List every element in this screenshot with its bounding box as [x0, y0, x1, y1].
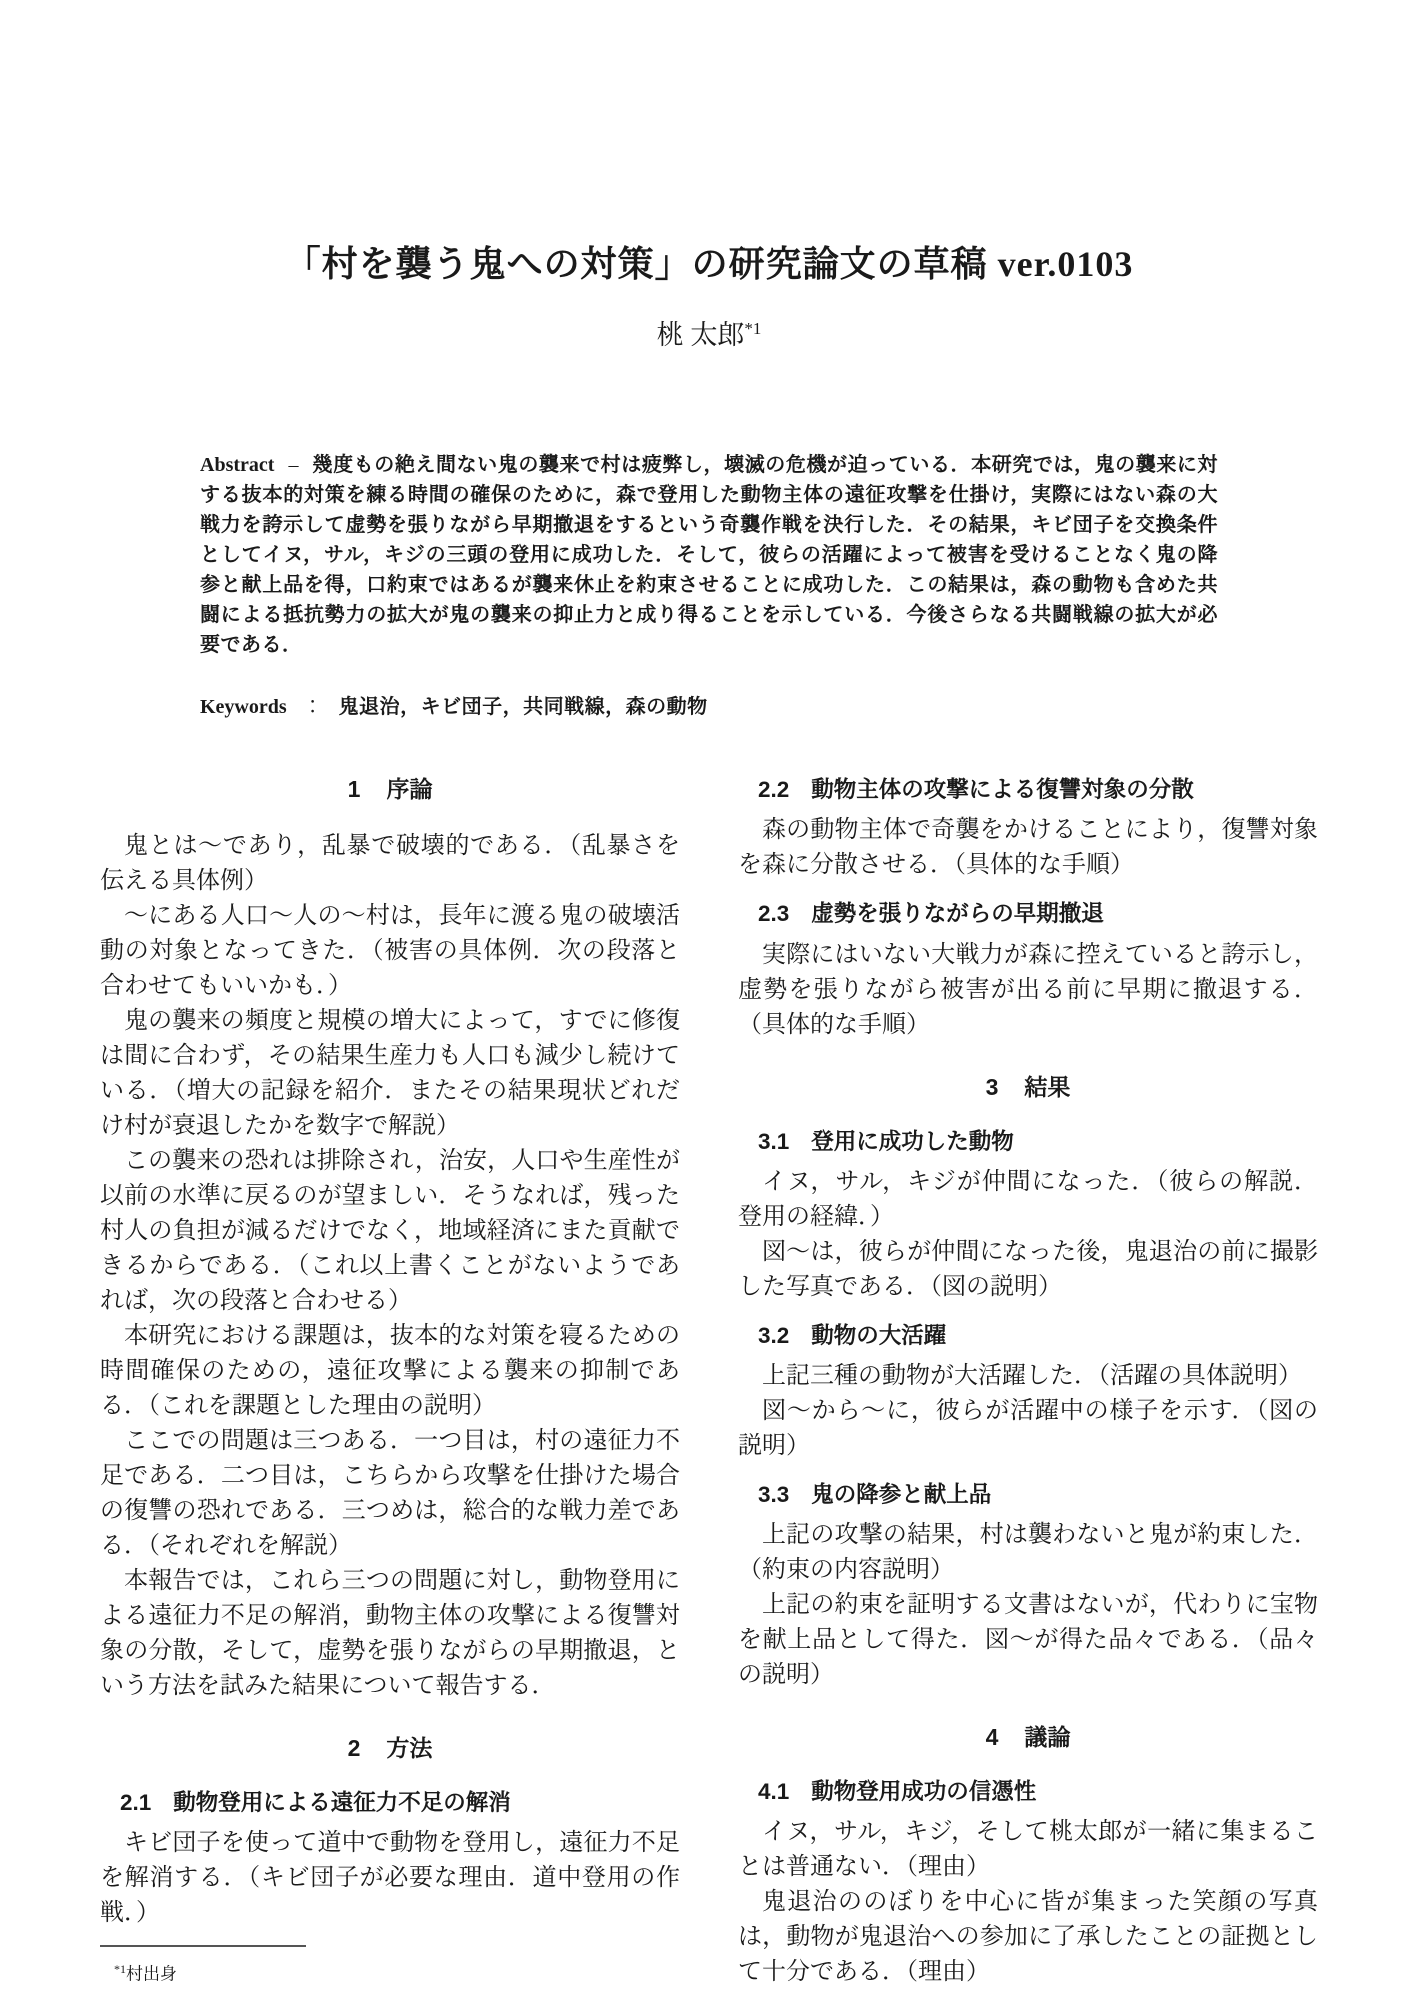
- section-number: 4: [985, 1724, 999, 1751]
- paragraph: 鬼退治ののぼりを中心に皆が集まった笑顔の写真は，動物が鬼退治への参加に了承したことの証拠として十分である．（理由）: [738, 1889, 1318, 1986]
- section-heading-3: [738, 1073, 1318, 1103]
- paragraph: 上記の攻撃の結果，村は襲わないと鬼が約束した．（約束の内容説明）: [738, 1522, 1318, 1584]
- section-title: 議論: [1024, 1724, 1071, 1751]
- left-column: [100, 771, 680, 1992]
- subsection-number: 2.3: [758, 901, 790, 927]
- paragraph: 鬼とは～であり，乱暴で破壊的である．（乱暴さを伝える具体例）: [100, 833, 680, 894]
- paragraph: 図～は，彼らが仲間になった後，鬼退治の前に撮影した写真である．（図の説明）: [738, 1238, 1318, 1300]
- footnote-label: 村出身: [126, 1964, 177, 1984]
- subsection-number: 2.1: [120, 1789, 152, 1815]
- section-heading-4: [738, 1723, 1318, 1753]
- subsection-heading-4-1: [738, 1777, 1318, 1806]
- paragraph: ～にある人口～人の～村は，長年に渡る鬼の破壊活動の対象となってきた．（被害の具体例．次の段落と合わせてもいいかも．）: [100, 903, 680, 999]
- paragraph: ここでの問題は三つある．一つ目は，村の遠征力不足である．二つ目は，こちらから攻撃を仕掛けた場合の復讐の恐れである．三つめは，総合的な戦力差である．（それぞれを解説）: [100, 1428, 680, 1559]
- abstract: [200, 450, 1218, 660]
- subsection-title: 動物の大活躍: [811, 1322, 947, 1348]
- section-number: 3: [985, 1073, 999, 1100]
- paragraph: 実際にはいない大戦力が森に控えていると誇示し，虚勢を張りながら被害が出る前に早期に撤退する．（具体的な手順）: [738, 941, 1318, 1038]
- section-heading-1: [100, 775, 680, 805]
- author: [0, 313, 1418, 352]
- subsection-heading-3-3: [738, 1480, 1318, 1509]
- subsection-title: 鬼の降参と献上品: [811, 1482, 992, 1507]
- subsection-heading-3-1: [738, 1127, 1318, 1156]
- paragraph: 本報告では，これら三つの問題に対し，動物登用による遠征力不足の解消，動物主体の攻撃による復讐対象の分散，そして，虚勢を張りながらの早期撤退，という方法を試みた結果について報告する．: [100, 1568, 680, 1699]
- footnote-mark: *1: [114, 1962, 126, 1977]
- right-column: [738, 771, 1318, 1992]
- subsection-number: 3.1: [758, 1128, 790, 1154]
- subsection-heading-2-3: [738, 899, 1318, 928]
- subsection-number: 3.2: [758, 1322, 790, 1348]
- subsection-heading-2-2: [738, 775, 1318, 804]
- subsection-title: 虚勢を張りながらの早期撤退: [811, 901, 1104, 927]
- subsection-number: 3.3: [758, 1482, 790, 1507]
- paragraph: この襲来の恐れは排除され，治安，人口や生産性が以前の水準に戻るのが望ましい．そうなれば，残った村人の負担が減るだけでなく，地域経済にまた貢献できるからである．（これ以上書くことがないようであれば，次の段落と合わせる）: [100, 1148, 680, 1314]
- paragraph: 上記三種の動物が大活躍した．（活躍の具体説明）: [762, 1363, 1302, 1389]
- paragraph: 上記の約束を証明する文書はないが，代わりに宝物を献上品として得た．図～が得た品々である．（品々の説明）: [738, 1592, 1318, 1689]
- subsection-number: 4.1: [758, 1779, 790, 1805]
- abstract-text: 幾度もの絶え間ない鬼の襲来で村は疲弊し，壊滅の危機が迫っている．本研究では，鬼の襲来に対する抜本的対策を練る時間の確保のために，森で登用した動物主体の遠征攻撃を仕掛け，実際にはない森の大戦力を誇示して虚勢を張りながら早期撤退をするという奇襲作戦を決行した．その結果，キビ団子を交換条件としてイヌ，サル，キジの三頭の登用に成功した．そして，彼らの活躍によって被害を受けることなく鬼の降参と献上品を得，口約束ではあるが襲来休止を約束させることに成功した．この結果は，森の動物も含めた共闘による抵抗勢力の拡大が鬼の襲来の抑止力と成り得ることを示している．今後さらなる共闘戦線の拡大が必要である．: [200, 454, 1218, 657]
- section-heading-2: [100, 1734, 680, 1764]
- author-name: 桃 太郎: [656, 320, 745, 351]
- subsection-number: 2.2: [758, 777, 790, 803]
- subsection-title: 登用に成功した動物: [811, 1128, 1014, 1154]
- paragraph: キビ団子を使って道中で動物を登用し，遠征力不足を解消する．（キビ団子が必要な理由．道中登用の作戦．）: [100, 1830, 680, 1927]
- subsection-heading-3-2: [738, 1321, 1318, 1350]
- subsection-title: 動物登用による遠征力不足の解消: [173, 1789, 511, 1815]
- keywords: [200, 690, 1218, 719]
- section-title: 方法: [386, 1735, 433, 1761]
- section-title: 結果: [1024, 1073, 1071, 1100]
- subsection-heading-2-1: [100, 1788, 680, 1817]
- abstract-label: Abstract: [200, 454, 275, 477]
- paragraph: 図～から～に，彼らが活躍中の様子を示す．（図の説明）: [738, 1398, 1318, 1459]
- keywords-label: Keywords: [200, 696, 287, 719]
- paragraph: 鬼の襲来の頻度と規模の増大によって，すでに修復は間に合わず，その結果生産力も人口も減少し続けている．（増大の記録を紹介．またその結果現状どれだけ村が衰退したかを数字で解説）: [100, 1008, 681, 1139]
- paragraph: 森の動物主体で奇襲をかけることにより，復讐対象を森に分散させる．（具体的な手順）: [738, 817, 1318, 879]
- abstract-dash: –: [288, 454, 299, 477]
- footnote-rule: [100, 1945, 306, 1947]
- body-columns: [100, 771, 1318, 1992]
- keywords-text: 鬼退治，キビ団子，共同戦線，森の動物: [338, 696, 708, 719]
- paragraph: 本研究における課題は，抜本的な対策を寝るための時間確保のための，遠征攻撃による襲来の抑制である．（これを課題とした理由の説明）: [100, 1323, 680, 1419]
- section-title: 序論: [386, 776, 433, 803]
- page-title: 「村を襲う鬼への対策」の研究論文の草稿 ver.0103: [284, 244, 1134, 285]
- section-number: 2: [347, 1735, 361, 1761]
- author-footnote-mark: *1: [744, 319, 762, 339]
- keywords-separator: ：: [302, 696, 323, 719]
- paragraph: イヌ，サル，キジが仲間になった．（彼らの解説．登用の経緯．）: [738, 1168, 1318, 1230]
- footnote-text: [100, 1952, 680, 1992]
- footnote: [100, 1945, 680, 1992]
- section-number: 1: [347, 776, 361, 803]
- subsection-title: 動物主体の攻撃による復讐対象の分散: [811, 777, 1194, 803]
- subsection-title: 動物登用成功の信憑性: [811, 1779, 1037, 1805]
- paragraph: イヌ，サル，キジ，そして桃太郎が一緒に集まることは普通ない．（理由）: [738, 1819, 1318, 1881]
